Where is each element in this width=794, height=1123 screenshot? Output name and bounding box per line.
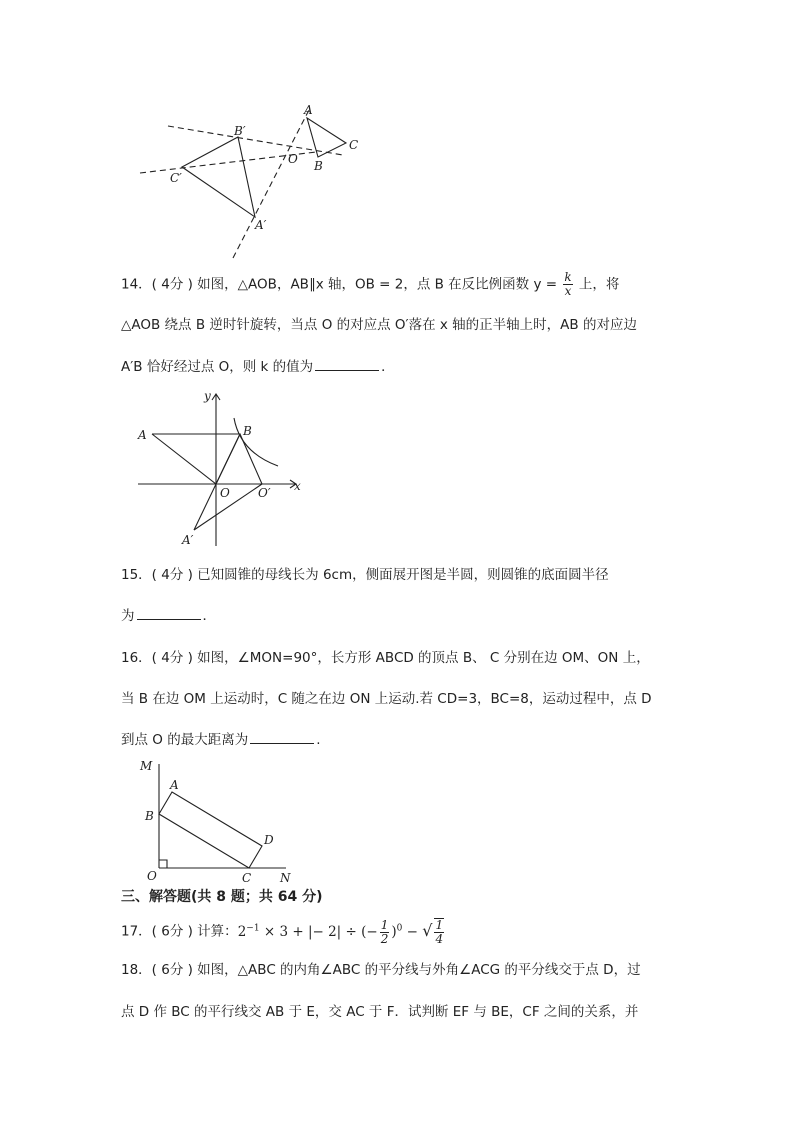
- label-a-prime: A′: [182, 533, 194, 547]
- label-b: B: [243, 424, 252, 438]
- label-o: O: [288, 152, 298, 166]
- q18-line-1: 18．( 6分 ) 如图，△ABC 的内角∠ABC 的平分线与外角∠ACG 的平分线交于点 D，过: [121, 962, 641, 978]
- fraction-one-half: $\frac{1}{2}$: [380, 917, 389, 946]
- right-angle-mark: [159, 860, 167, 868]
- figure-rectangle-in-right-angle: [134, 756, 300, 886]
- label-b: B: [314, 159, 323, 173]
- q16-line-1: 16．( 4分 ) 如图，∠MON=90°，长方形 ABCD 的顶点 B、 C 分别在边 OM、ON 上，: [121, 650, 650, 666]
- triangle-aob: [152, 434, 240, 484]
- label-o-prime: O′: [258, 486, 271, 500]
- q15-line-1: 15．( 4分 ) 已知圆锥的母线长为 6cm，侧面展开图是半圆，则圆锥的底面圆半径: [121, 567, 609, 583]
- label-a: A: [138, 428, 147, 442]
- q16-line-2: 当 B 在边 OM 上运动时，C 随之在边 ON 上运动.若 CD=3，BC=8，运动过程中，点 D: [121, 691, 652, 707]
- answer-blank-q14[interactable]: [315, 357, 379, 371]
- label-c: C: [349, 138, 359, 152]
- label-a: A: [304, 103, 313, 117]
- section-title: 三、解答题(共 8 题；共 64 分): [121, 889, 323, 905]
- hyperbola-curve: [234, 418, 278, 466]
- label-b: B: [145, 809, 154, 823]
- label-a: A: [170, 778, 179, 792]
- label-o: O: [220, 486, 230, 500]
- math-expression: $2^{-1} \times 3$ + |− 2| ÷ (− $\frac{1}{2}$ )$^0$ − √ $\frac{1}{4}$: [237, 917, 444, 946]
- label-o: O: [147, 869, 157, 883]
- q15-line-2: 为 ．: [121, 608, 216, 624]
- label-m: M: [140, 759, 153, 773]
- label-n: N: [280, 871, 291, 885]
- label-c-prime: C′: [170, 171, 182, 185]
- sqrt-icon: √: [422, 920, 433, 940]
- figure-coordinate-rotation: [136, 388, 306, 550]
- q16-line-3: 到点 O 的最大距离为 .: [121, 732, 321, 748]
- q14-line-1: 14．( 4分 ) 如图，△AOB，AB∥x 轴，OB = 2，点 B 在反比例函数 y = $\frac{k}{x}$ 上，将: [121, 270, 620, 298]
- q14-line-2: △AOB 绕点 B 逆时针旋转，当点 O 的对应点 O′落在 x 轴的正半轴上时，AB 的对应边: [121, 317, 637, 333]
- segment-bo-prime: [216, 434, 262, 484]
- q17-line: 17．( 6分 ) 计算：$2^{-1} \times 3$ + |− 2| ÷ (− $\frac{1}{2}$ )$^0$ − √ $\frac{1}{4}$: [121, 918, 446, 946]
- triangle-a1b1c1: [182, 137, 255, 217]
- segment-b-a-prime: [194, 434, 240, 530]
- answer-blank-q16[interactable]: [250, 730, 314, 744]
- figure-rotation-triangles: [138, 100, 368, 260]
- rectangle-abcd: [159, 792, 262, 868]
- label-d: D: [264, 833, 274, 847]
- fraction-k-over-x: $\frac{k}{x}$: [564, 270, 572, 298]
- label-b-prime: B′: [234, 124, 246, 138]
- q18-line-2: 点 D 作 BC 的平行线交 AB 于 E，交 AC 于 F．试判断 EF 与 BE，CF 之间的关系，并: [121, 1004, 639, 1020]
- triangle-abc: [307, 118, 346, 157]
- label-c: C: [242, 871, 252, 885]
- label-y: y: [204, 389, 211, 403]
- label-a-prime: A′: [255, 218, 267, 232]
- fraction-one-quarter: $\frac{1}{4}$: [435, 918, 444, 946]
- q14-line-3: A′B 恰好经过点 O，则 k 的值为 ．: [121, 359, 395, 375]
- answer-blank-q15[interactable]: [137, 606, 201, 620]
- label-x: x: [294, 479, 301, 493]
